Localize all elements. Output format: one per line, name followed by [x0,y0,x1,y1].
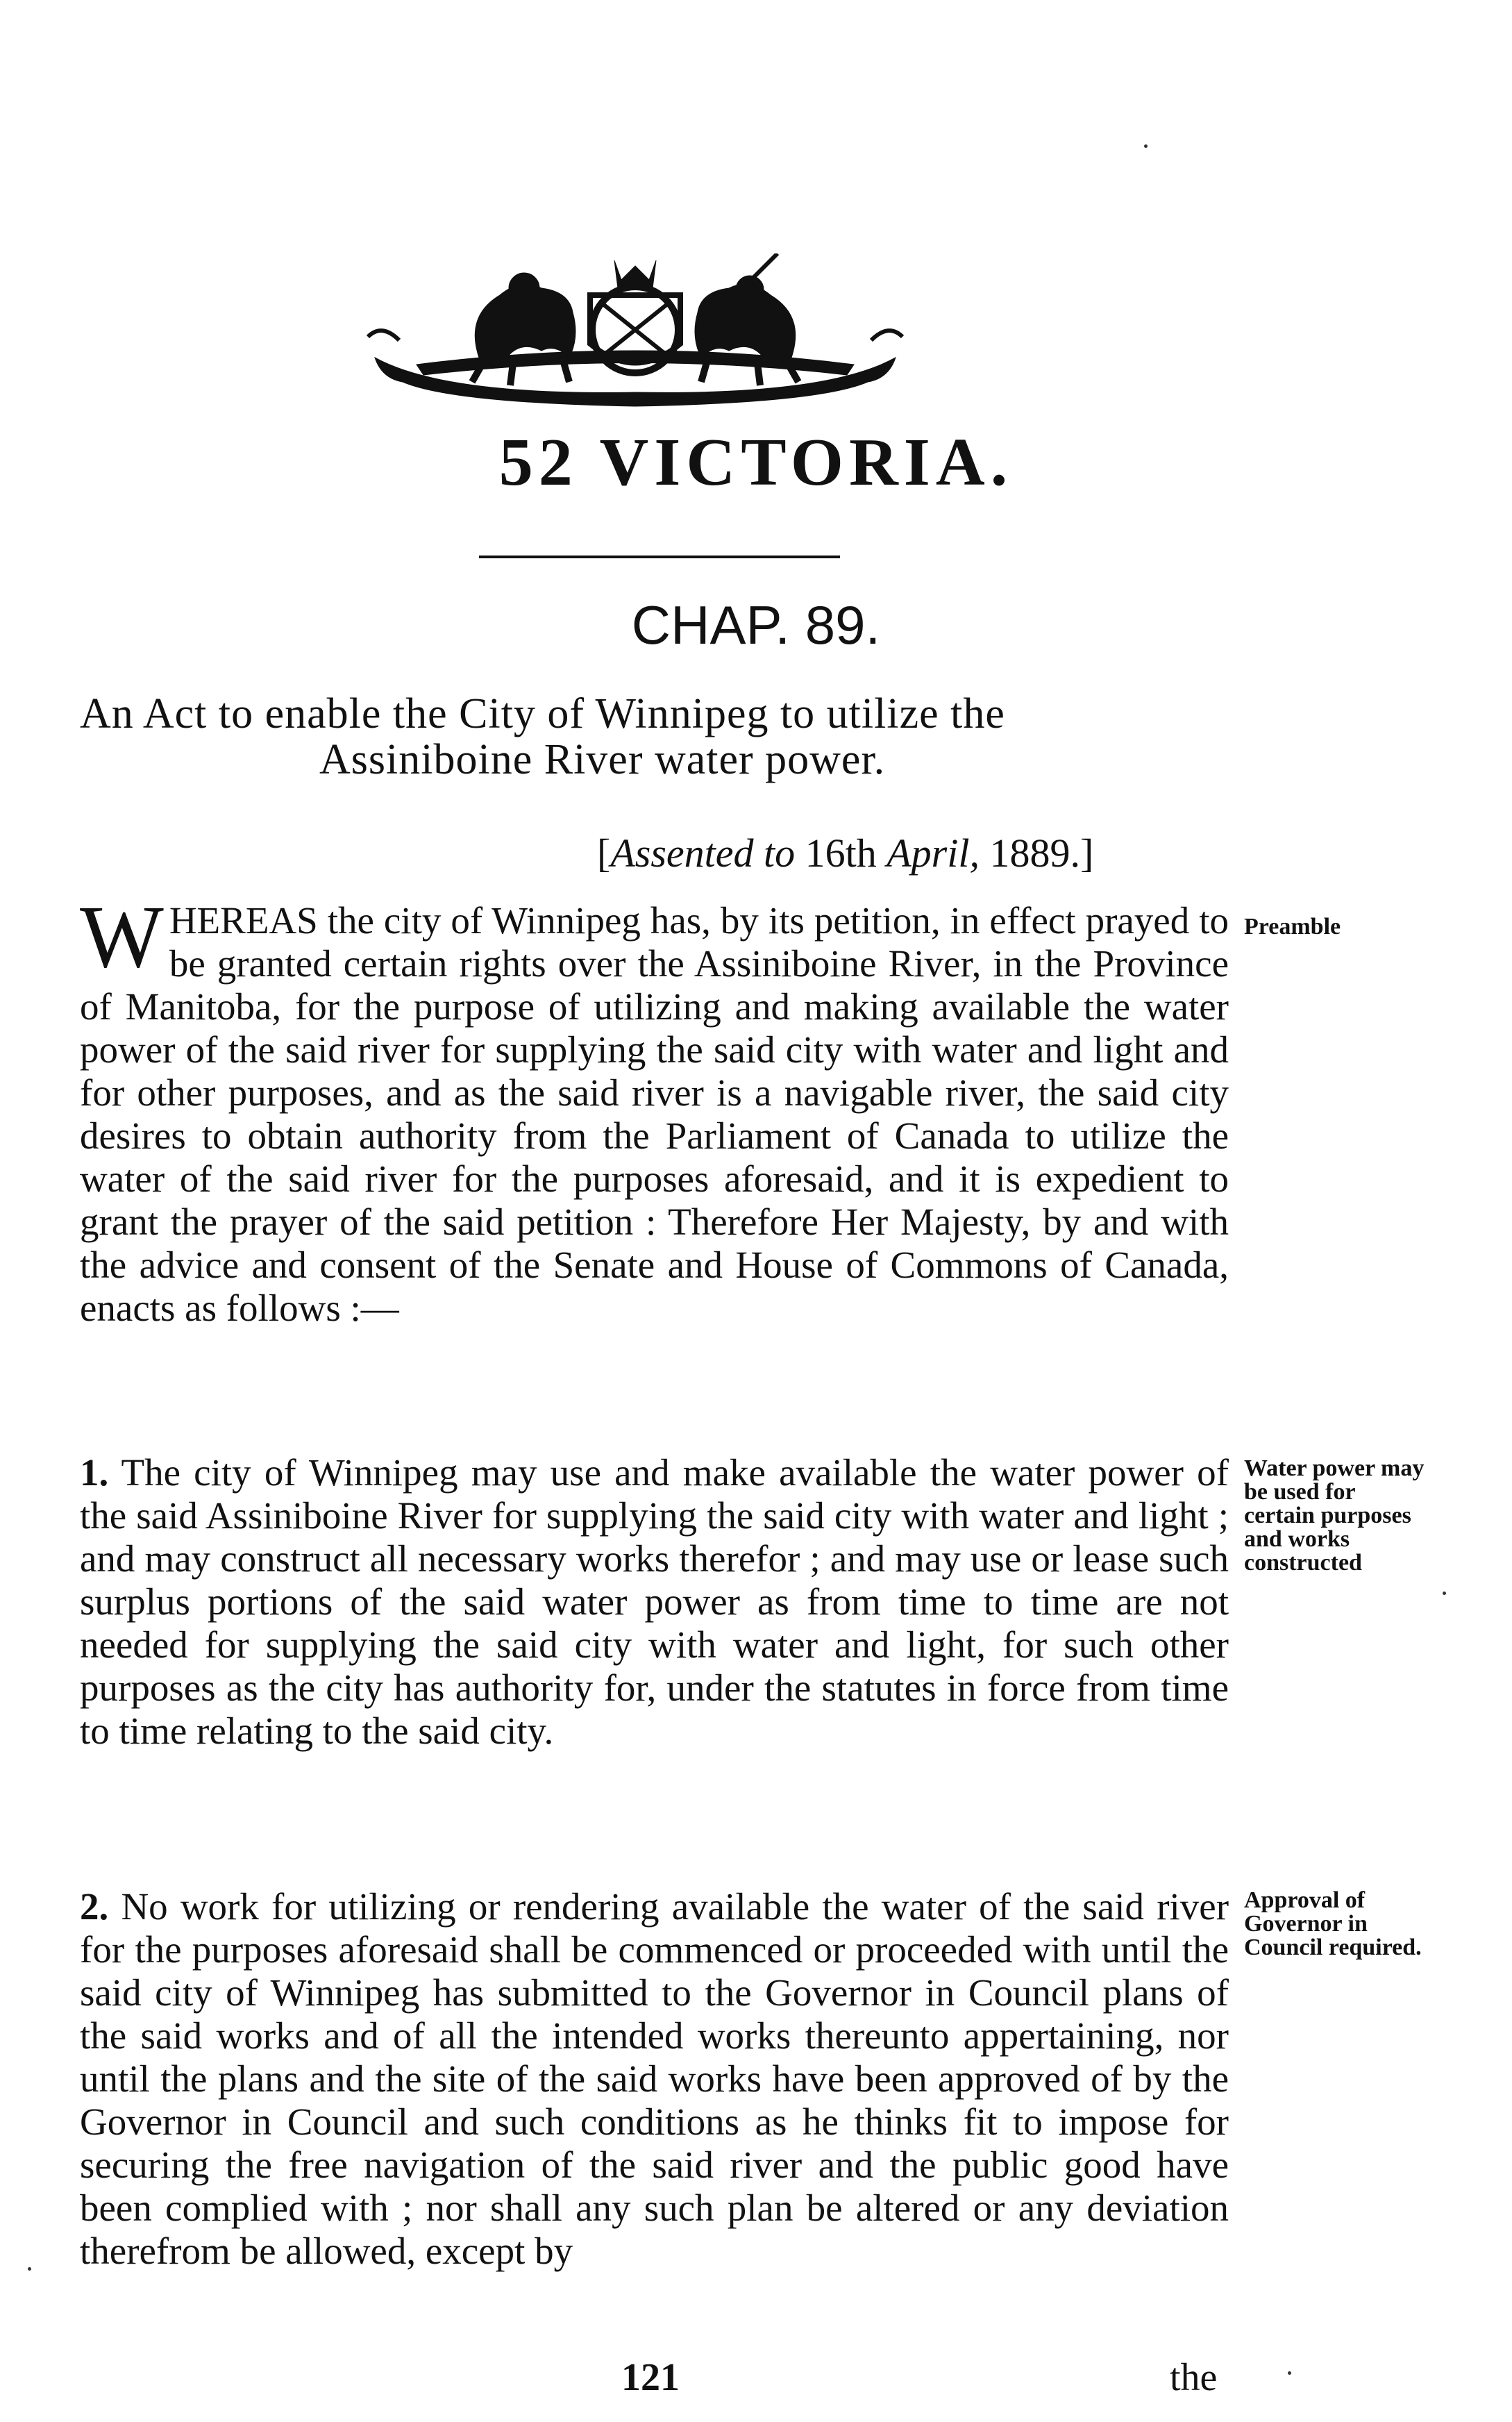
print-speck [1144,144,1148,148]
assent-open-bracket: [ [597,830,611,876]
section-text: The city of Winnipeg may use and make available the water power of the said Assiniboine River for supplying the said city with water and light ; and may construct all necessary works therefor ; and may use or lease such surplus portions of the said water power as from time to time are not needed for supplying the said city with water and light, for such other purposes as the city has authority for, under the statutes in force from time to time relating to the said city. [80,1451,1229,1752]
section-text: No work for utilizing or rendering available the water of the said river for the purposes aforesaid shall be commenced or proceeded with until the said city of Winnipeg has submitted to the Governor in Council plans of the said works and of all the intended works thereunto appertaining, nor until the plans and the site of the said works have been approved of by the Governor in Council and such conditions as he thinks fit to impose for securing the free navigation of the said river and the public good have been complied with ; nor shall any such plan be altered or any deviation therefrom be allowed, except by [80,1885,1229,2272]
preamble-text: HEREAS the city of Winnipeg has, by its petition, in effect prayed to be granted certain rights over the Assiniboine River, in the Province of Manitoba, for the purpose of utilizing and making available the water power of the said river for supplying the said city with water and light and for other purposes, and as the said river is a navigable river, the said city desires to obtain authority from the Parliament of Canada to utilize the water of the said river for the purposes aforesaid, and it is expedient to grant the prayer of the said petition : Therefore Her Majesty, by and with the advice and consent of the Senate and House of Commons of Canada, enacts as follows :— [80,899,1229,1329]
print-speck [1443,1592,1446,1595]
chapter-number: CHAP. 89. [631,594,881,655]
title-divider [479,556,840,558]
section-2 [80,1885,1229,2273]
assent-date [597,830,1093,876]
assent-day: 16th [805,830,877,876]
regnal-year-title: 52 VICTORIA. [498,425,1014,500]
margin-note-section-2: Approval of Governor in Council required. [1244,1887,1422,1960]
long-title-line-2: Assiniboine River water power. [319,736,886,783]
print-speck [1288,2371,1291,2375]
margin-note-preamble: Preamble [1244,914,1341,939]
assent-year: 1889.] [989,830,1094,876]
margin-note-section-1: Water power may be used for certain purposes and works constructed [1244,1455,1425,1576]
section-number: 2. [80,1885,109,1928]
drop-cap: W [80,887,164,986]
print-speck [28,2267,31,2271]
section-1 [80,1451,1229,1753]
section-number: 1. [80,1451,109,1494]
long-title-line-1: An Act to enable the City of Winnipeg to utilize the [80,690,1005,737]
assent-word: Assented [610,830,754,876]
act-long-title [80,691,1232,783]
assent-to: to [764,830,796,876]
assent-month: April, [887,830,980,876]
catchword: the [1170,2356,1218,2399]
preamble-paragraph [80,887,1229,1330]
royal-coat-of-arms-icon [361,253,909,413]
page-number: 121 [621,2356,680,2399]
